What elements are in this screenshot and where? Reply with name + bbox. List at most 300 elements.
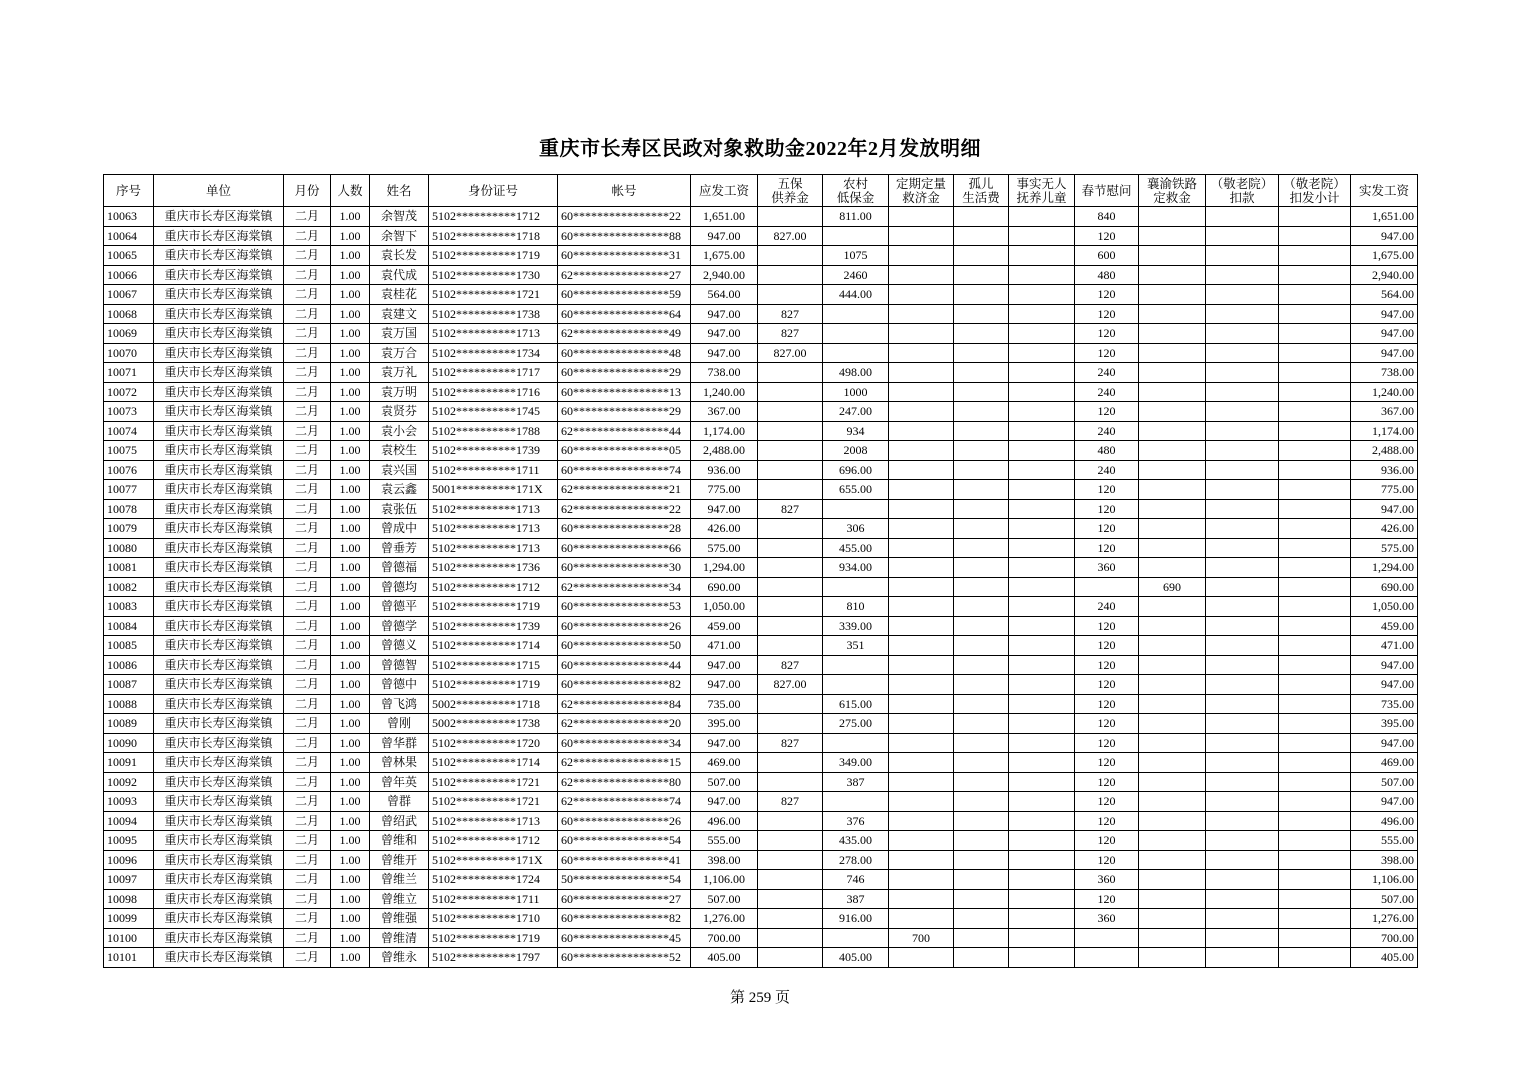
cell-nursing-deduction <box>1206 753 1279 773</box>
cell-orphan <box>954 733 1009 753</box>
cell-regular-relief <box>889 499 954 519</box>
cell-seq: 10066 <box>104 265 154 285</box>
cell-unit: 重庆市长寿区海棠镇 <box>154 343 284 363</box>
cell-nursing-deduction <box>1206 733 1279 753</box>
table-row <box>104 226 1418 246</box>
header-regular-relief-line: 定期定量 <box>895 176 946 191</box>
table-row <box>104 636 1418 656</box>
cell-xiangyu-railway <box>1139 675 1206 695</box>
cell-unit: 重庆市长寿区海棠镇 <box>154 948 284 968</box>
table-row <box>104 324 1418 344</box>
cell-account: 60****************26 <box>558 616 691 636</box>
cell-seq: 10064 <box>104 226 154 246</box>
cell-count: 1.00 <box>331 441 370 461</box>
header-nursing-deduction <box>1206 175 1279 207</box>
cell-nursing-subtotal <box>1279 363 1351 383</box>
cell-unit: 重庆市长寿区海棠镇 <box>154 499 284 519</box>
cell-unit: 重庆市长寿区海棠镇 <box>154 675 284 695</box>
cell-count: 1.00 <box>331 655 370 675</box>
cell-seq: 10076 <box>104 460 154 480</box>
cell-id-number: 5102**********1736 <box>429 558 558 578</box>
cell-net-pay: 1,675.00 <box>1351 246 1418 266</box>
cell-nursing-deduction <box>1206 304 1279 324</box>
cell-xiangyu-railway <box>1139 324 1206 344</box>
cell-gross-pay: 738.00 <box>691 363 758 383</box>
cell-gross-pay: 947.00 <box>691 343 758 363</box>
header-orphan <box>954 175 1009 207</box>
cell-account: 60****************26 <box>558 811 691 831</box>
cell-xiangyu-railway <box>1139 792 1206 812</box>
cell-regular-relief <box>889 382 954 402</box>
cell-name: 曾垂芳 <box>370 538 429 558</box>
header-unit-line: 单位 <box>205 183 231 198</box>
header-wubao-line: 供养金 <box>771 190 809 205</box>
relief-payment-table <box>103 174 1418 968</box>
cell-account: 60****************29 <box>558 363 691 383</box>
cell-orphan <box>954 363 1009 383</box>
cell-spring-festival: 120 <box>1075 772 1139 792</box>
cell-dibao: 349.00 <box>823 753 889 773</box>
cell-nursing-subtotal <box>1279 304 1351 324</box>
cell-dibao: 615.00 <box>823 694 889 714</box>
cell-nursing-subtotal <box>1279 792 1351 812</box>
cell-account: 60****************50 <box>558 636 691 656</box>
cell-dibao: 339.00 <box>823 616 889 636</box>
cell-month: 二月 <box>284 948 331 968</box>
cell-month: 二月 <box>284 714 331 734</box>
cell-xiangyu-railway <box>1139 499 1206 519</box>
cell-dibao: 278.00 <box>823 850 889 870</box>
cell-month: 二月 <box>284 265 331 285</box>
cell-count: 1.00 <box>331 928 370 948</box>
cell-wubao <box>758 772 823 792</box>
cell-orphan <box>954 499 1009 519</box>
cell-orphan <box>954 870 1009 890</box>
cell-wubao <box>758 460 823 480</box>
cell-account: 60****************41 <box>558 850 691 870</box>
cell-seq: 10075 <box>104 441 154 461</box>
cell-orphan <box>954 480 1009 500</box>
cell-regular-relief <box>889 441 954 461</box>
cell-unsupported-child <box>1009 343 1075 363</box>
table-row <box>104 460 1418 480</box>
cell-count: 1.00 <box>331 753 370 773</box>
cell-xiangyu-railway <box>1139 304 1206 324</box>
cell-count: 1.00 <box>331 733 370 753</box>
cell-dibao <box>823 577 889 597</box>
cell-wubao <box>758 850 823 870</box>
cell-wubao <box>758 538 823 558</box>
cell-unsupported-child <box>1009 265 1075 285</box>
cell-name: 袁小会 <box>370 421 429 441</box>
cell-xiangyu-railway <box>1139 597 1206 617</box>
cell-spring-festival: 120 <box>1075 714 1139 734</box>
cell-unsupported-child <box>1009 850 1075 870</box>
cell-count: 1.00 <box>331 499 370 519</box>
cell-seq: 10097 <box>104 870 154 890</box>
cell-nursing-deduction <box>1206 870 1279 890</box>
cell-nursing-deduction <box>1206 928 1279 948</box>
cell-month: 二月 <box>284 499 331 519</box>
cell-nursing-deduction <box>1206 363 1279 383</box>
cell-wubao <box>758 577 823 597</box>
header-account-line: 帐号 <box>611 183 637 198</box>
cell-net-pay: 947.00 <box>1351 733 1418 753</box>
cell-account: 62****************49 <box>558 324 691 344</box>
cell-xiangyu-railway <box>1139 421 1206 441</box>
table-row <box>104 519 1418 539</box>
cell-wubao: 827 <box>758 304 823 324</box>
cell-dibao: 247.00 <box>823 402 889 422</box>
cell-month: 二月 <box>284 772 331 792</box>
cell-seq: 10085 <box>104 636 154 656</box>
cell-net-pay: 947.00 <box>1351 343 1418 363</box>
cell-dibao: 1075 <box>823 246 889 266</box>
cell-wubao <box>758 831 823 851</box>
cell-unsupported-child <box>1009 616 1075 636</box>
cell-net-pay: 405.00 <box>1351 948 1418 968</box>
cell-wubao: 827 <box>758 655 823 675</box>
cell-account: 60****************48 <box>558 343 691 363</box>
cell-spring-festival: 120 <box>1075 889 1139 909</box>
cell-dibao: 1000 <box>823 382 889 402</box>
cell-spring-festival: 120 <box>1075 811 1139 831</box>
cell-seq: 10074 <box>104 421 154 441</box>
cell-wubao <box>758 558 823 578</box>
cell-spring-festival: 120 <box>1075 304 1139 324</box>
cell-count: 1.00 <box>331 207 370 227</box>
cell-spring-festival: 120 <box>1075 753 1139 773</box>
cell-net-pay: 936.00 <box>1351 460 1418 480</box>
cell-month: 二月 <box>284 655 331 675</box>
cell-seq: 10084 <box>104 616 154 636</box>
cell-xiangyu-railway <box>1139 909 1206 929</box>
cell-regular-relief <box>889 675 954 695</box>
cell-nursing-subtotal <box>1279 616 1351 636</box>
cell-regular-relief <box>889 285 954 305</box>
cell-wubao <box>758 480 823 500</box>
cell-spring-festival <box>1075 948 1139 968</box>
header-orphan-line: 孤儿 <box>968 176 994 191</box>
cell-regular-relief <box>889 655 954 675</box>
cell-id-number: 5102**********1713 <box>429 499 558 519</box>
cell-unit: 重庆市长寿区海棠镇 <box>154 597 284 617</box>
cell-seq: 10081 <box>104 558 154 578</box>
cell-net-pay: 947.00 <box>1351 792 1418 812</box>
cell-name: 曾年英 <box>370 772 429 792</box>
cell-dibao <box>823 499 889 519</box>
cell-net-pay: 735.00 <box>1351 694 1418 714</box>
cell-regular-relief <box>889 811 954 831</box>
cell-regular-relief: 700 <box>889 928 954 948</box>
cell-nursing-subtotal <box>1279 460 1351 480</box>
cell-nursing-subtotal <box>1279 421 1351 441</box>
cell-id-number: 5102**********1724 <box>429 870 558 890</box>
cell-seq: 10087 <box>104 675 154 695</box>
cell-net-pay: 507.00 <box>1351 772 1418 792</box>
cell-count: 1.00 <box>331 324 370 344</box>
cell-unit: 重庆市长寿区海棠镇 <box>154 382 284 402</box>
cell-id-number: 5002**********1718 <box>429 694 558 714</box>
cell-unsupported-child <box>1009 421 1075 441</box>
cell-wubao: 827 <box>758 792 823 812</box>
cell-unsupported-child <box>1009 304 1075 324</box>
cell-gross-pay: 947.00 <box>691 304 758 324</box>
cell-gross-pay: 735.00 <box>691 694 758 714</box>
cell-nursing-subtotal <box>1279 811 1351 831</box>
cell-gross-pay: 395.00 <box>691 714 758 734</box>
cell-xiangyu-railway <box>1139 811 1206 831</box>
cell-wubao: 827.00 <box>758 675 823 695</box>
cell-unit: 重庆市长寿区海棠镇 <box>154 909 284 929</box>
cell-xiangyu-railway <box>1139 558 1206 578</box>
cell-unit: 重庆市长寿区海棠镇 <box>154 694 284 714</box>
cell-orphan <box>954 382 1009 402</box>
cell-nursing-subtotal <box>1279 441 1351 461</box>
cell-dibao <box>823 928 889 948</box>
table-row <box>104 363 1418 383</box>
cell-count: 1.00 <box>331 558 370 578</box>
table-row <box>104 480 1418 500</box>
cell-id-number: 5102**********1716 <box>429 382 558 402</box>
cell-nursing-deduction <box>1206 265 1279 285</box>
cell-dibao: 655.00 <box>823 480 889 500</box>
cell-seq: 10079 <box>104 519 154 539</box>
cell-regular-relief <box>889 714 954 734</box>
cell-name: 袁万国 <box>370 324 429 344</box>
table-row <box>104 948 1418 968</box>
cell-net-pay: 426.00 <box>1351 519 1418 539</box>
cell-dibao: 351 <box>823 636 889 656</box>
cell-unit: 重庆市长寿区海棠镇 <box>154 577 284 597</box>
cell-gross-pay: 1,276.00 <box>691 909 758 929</box>
cell-nursing-deduction <box>1206 714 1279 734</box>
cell-count: 1.00 <box>331 421 370 441</box>
cell-seq: 10088 <box>104 694 154 714</box>
cell-orphan <box>954 421 1009 441</box>
cell-nursing-deduction <box>1206 402 1279 422</box>
cell-xiangyu-railway <box>1139 733 1206 753</box>
cell-seq: 10094 <box>104 811 154 831</box>
cell-dibao: 810 <box>823 597 889 617</box>
cell-id-number: 5102**********1711 <box>429 889 558 909</box>
cell-spring-festival: 360 <box>1075 909 1139 929</box>
cell-wubao <box>758 714 823 734</box>
cell-name: 曾林果 <box>370 753 429 773</box>
cell-xiangyu-railway <box>1139 382 1206 402</box>
cell-id-number: 5102**********1717 <box>429 363 558 383</box>
cell-net-pay: 947.00 <box>1351 675 1418 695</box>
cell-spring-festival: 120 <box>1075 324 1139 344</box>
cell-wubao <box>758 402 823 422</box>
cell-nursing-deduction <box>1206 675 1279 695</box>
cell-net-pay: 738.00 <box>1351 363 1418 383</box>
cell-nursing-subtotal <box>1279 928 1351 948</box>
cell-name: 曾维和 <box>370 831 429 851</box>
cell-orphan <box>954 850 1009 870</box>
cell-nursing-deduction <box>1206 382 1279 402</box>
cell-xiangyu-railway <box>1139 655 1206 675</box>
table-row <box>104 831 1418 851</box>
cell-xiangyu-railway <box>1139 870 1206 890</box>
cell-unit: 重庆市长寿区海棠镇 <box>154 285 284 305</box>
header-seq-line: 序号 <box>115 183 141 198</box>
cell-regular-relief <box>889 207 954 227</box>
header-nursing-subtotal-line: 扣发小计 <box>1289 190 1340 205</box>
cell-dibao: 2460 <box>823 265 889 285</box>
cell-xiangyu-railway <box>1139 928 1206 948</box>
header-id-number-line: 身份证号 <box>467 183 518 198</box>
cell-unsupported-child <box>1009 363 1075 383</box>
cell-month: 二月 <box>284 441 331 461</box>
cell-count: 1.00 <box>331 363 370 383</box>
cell-id-number: 5102**********1710 <box>429 909 558 929</box>
cell-id-number: 5102**********1715 <box>429 655 558 675</box>
header-spring-festival-line: 春节慰问 <box>1081 183 1132 198</box>
cell-net-pay: 947.00 <box>1351 655 1418 675</box>
cell-id-number: 5102**********1788 <box>429 421 558 441</box>
cell-seq: 10071 <box>104 363 154 383</box>
cell-unsupported-child <box>1009 714 1075 734</box>
cell-wubao <box>758 207 823 227</box>
cell-seq: 10093 <box>104 792 154 812</box>
cell-count: 1.00 <box>331 675 370 695</box>
cell-xiangyu-railway: 690 <box>1139 577 1206 597</box>
cell-name: 袁建文 <box>370 304 429 324</box>
cell-dibao: 811.00 <box>823 207 889 227</box>
table-row <box>104 811 1418 831</box>
cell-count: 1.00 <box>331 616 370 636</box>
cell-net-pay: 507.00 <box>1351 889 1418 909</box>
cell-month: 二月 <box>284 675 331 695</box>
cell-account: 60****************27 <box>558 889 691 909</box>
cell-orphan <box>954 285 1009 305</box>
table-row <box>104 870 1418 890</box>
cell-wubao <box>758 889 823 909</box>
table-row <box>104 889 1418 909</box>
cell-unsupported-child <box>1009 694 1075 714</box>
cell-wubao <box>758 441 823 461</box>
cell-net-pay: 496.00 <box>1351 811 1418 831</box>
cell-gross-pay: 507.00 <box>691 772 758 792</box>
cell-spring-festival: 240 <box>1075 382 1139 402</box>
cell-account: 62****************15 <box>558 753 691 773</box>
cell-dibao <box>823 324 889 344</box>
cell-month: 二月 <box>284 597 331 617</box>
cell-unsupported-child <box>1009 792 1075 812</box>
cell-account: 60****************13 <box>558 382 691 402</box>
cell-nursing-subtotal <box>1279 636 1351 656</box>
cell-name: 袁兴国 <box>370 460 429 480</box>
cell-unit: 重庆市长寿区海棠镇 <box>154 889 284 909</box>
cell-unsupported-child <box>1009 558 1075 578</box>
cell-count: 1.00 <box>331 343 370 363</box>
cell-nursing-deduction <box>1206 246 1279 266</box>
cell-net-pay: 564.00 <box>1351 285 1418 305</box>
cell-seq: 10065 <box>104 246 154 266</box>
table-row <box>104 597 1418 617</box>
cell-nursing-subtotal <box>1279 597 1351 617</box>
cell-account: 60****************52 <box>558 948 691 968</box>
cell-nursing-deduction <box>1206 324 1279 344</box>
cell-spring-festival <box>1075 577 1139 597</box>
cell-month: 二月 <box>284 343 331 363</box>
cell-spring-festival <box>1075 928 1139 948</box>
header-dibao <box>823 175 889 207</box>
cell-account: 60****************54 <box>558 831 691 851</box>
table-row <box>104 382 1418 402</box>
cell-xiangyu-railway <box>1139 753 1206 773</box>
cell-unit: 重庆市长寿区海棠镇 <box>154 655 284 675</box>
cell-wubao <box>758 246 823 266</box>
cell-nursing-deduction <box>1206 597 1279 617</box>
table-row <box>104 538 1418 558</box>
cell-count: 1.00 <box>331 304 370 324</box>
cell-spring-festival: 120 <box>1075 733 1139 753</box>
cell-orphan <box>954 343 1009 363</box>
cell-account: 60****************74 <box>558 460 691 480</box>
cell-seq: 10069 <box>104 324 154 344</box>
cell-nursing-deduction <box>1206 850 1279 870</box>
cell-orphan <box>954 207 1009 227</box>
cell-id-number: 5102**********1719 <box>429 597 558 617</box>
cell-orphan <box>954 675 1009 695</box>
cell-regular-relief <box>889 636 954 656</box>
cell-dibao: 376 <box>823 811 889 831</box>
header-xiangyu-railway <box>1139 175 1206 207</box>
cell-wubao <box>758 909 823 929</box>
cell-name: 曾德中 <box>370 675 429 695</box>
cell-net-pay: 2,488.00 <box>1351 441 1418 461</box>
cell-spring-festival: 120 <box>1075 499 1139 519</box>
page-number: 第 259 页 <box>729 990 790 1006</box>
table-row <box>104 402 1418 422</box>
cell-regular-relief <box>889 694 954 714</box>
cell-regular-relief <box>889 519 954 539</box>
table-row <box>104 694 1418 714</box>
cell-name: 曾维永 <box>370 948 429 968</box>
cell-unit: 重庆市长寿区海棠镇 <box>154 246 284 266</box>
cell-seq: 10096 <box>104 850 154 870</box>
cell-account: 62****************34 <box>558 577 691 597</box>
header-nursing-subtotal-line: （敬老院） <box>1283 176 1346 191</box>
cell-spring-festival: 600 <box>1075 246 1139 266</box>
cell-orphan <box>954 265 1009 285</box>
cell-orphan <box>954 772 1009 792</box>
cell-nursing-deduction <box>1206 538 1279 558</box>
cell-wubao <box>758 870 823 890</box>
cell-id-number: 5102**********1714 <box>429 636 558 656</box>
cell-id-number: 5102**********1721 <box>429 772 558 792</box>
cell-xiangyu-railway <box>1139 772 1206 792</box>
cell-name: 曾德平 <box>370 597 429 617</box>
cell-name: 袁校生 <box>370 441 429 461</box>
header-xiangyu-railway-line: 襄渝铁路 <box>1146 176 1197 191</box>
cell-unit: 重庆市长寿区海棠镇 <box>154 363 284 383</box>
table-row <box>104 616 1418 636</box>
cell-name: 曾维兰 <box>370 870 429 890</box>
cell-spring-festival: 240 <box>1075 460 1139 480</box>
cell-unsupported-child <box>1009 597 1075 617</box>
cell-dibao: 387 <box>823 889 889 909</box>
header-name <box>370 175 429 207</box>
cell-name: 曾德均 <box>370 577 429 597</box>
cell-nursing-deduction <box>1206 909 1279 929</box>
cell-spring-festival: 120 <box>1075 480 1139 500</box>
cell-account: 60****************88 <box>558 226 691 246</box>
cell-month: 二月 <box>284 850 331 870</box>
cell-id-number: 5102**********1739 <box>429 441 558 461</box>
